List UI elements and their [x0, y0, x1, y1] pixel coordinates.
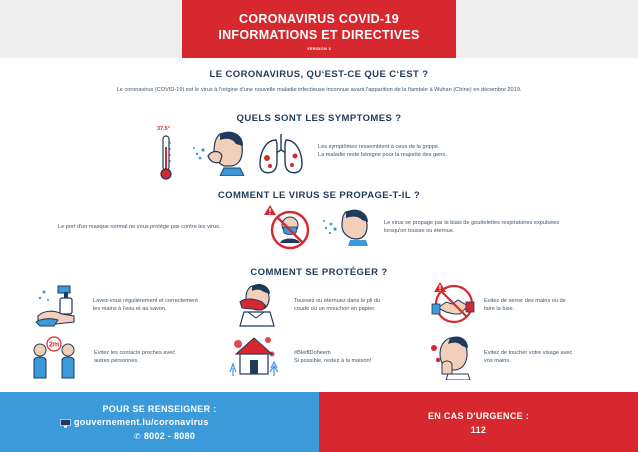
elbow-cough-icon — [236, 282, 278, 328]
spread-text-line1: Le virus se propage par le biais de gouttelettes respiratoires expulsées — [384, 220, 560, 226]
face-text-line2: vos mains. — [484, 358, 511, 364]
distance-icon — [30, 336, 80, 380]
cough-text-line2: coude ou un mouchoir en papier. — [294, 306, 376, 312]
handshake-icon — [430, 282, 476, 328]
distance-text-line1: Evitez les contacts proches avec — [94, 350, 176, 356]
coughing-person-icon — [190, 128, 248, 176]
temperature-label: 37,5° — [157, 126, 170, 132]
sneezing-person-icon — [322, 206, 370, 246]
footer-urgent-panel — [319, 392, 638, 452]
wash-text-line2: les mains à l'eau et au savon. — [93, 306, 167, 312]
house-icon — [228, 332, 280, 378]
cough-text-line1: Toussez ou éternuez dans le pli du — [294, 298, 381, 304]
page-title-line1: CORONAVIRUS COVID-19 — [239, 12, 399, 26]
page-title-line2: INFORMATIONS ET DIRECTIVES — [218, 28, 420, 42]
wash-text-line1: Lavez-vous régulièrement et correctement — [93, 298, 198, 304]
footer-phone-row[interactable] — [0, 431, 319, 441]
phone-icon: ✆ — [133, 432, 141, 441]
home-text-line1: #BleiftDoheem — [294, 350, 331, 356]
header-side-right — [456, 0, 638, 58]
footer-phone[interactable]: 8002 - 8080 — [143, 431, 196, 441]
spread-text-line2: lorsqu'on tousse ou éternue. — [384, 228, 455, 234]
distance-text-line2: autres personnes. — [94, 358, 139, 364]
section-title-what-is: LE CORONAVIRUS, QU‘EST-CE QUE C‘EST ? — [209, 69, 429, 80]
mask-text: Le port d'un masque normal ne vous protège pas contre les virus. — [58, 224, 221, 230]
monitor-icon — [60, 419, 71, 428]
face-text-line1: Evitez de toucher votre visage avec — [484, 350, 573, 356]
what-is-text: Le coronavirus (COVID-19) est le virus à l'origine d'une nouvelle maladie infectieuse inconnue avant l'apparition de la flambée à Wuhan (Chine) en décembre 2019. — [116, 87, 522, 93]
footer-info-title: POUR SE RENSEIGNER : — [102, 404, 217, 414]
footer-url-link[interactable] — [50, 417, 319, 427]
shake-text-line2: faire la bise. — [484, 306, 515, 312]
shake-text-line1: Evitez de serrer des mains ou de — [484, 298, 566, 304]
symptoms-text-line1: Les symptômes ressemblent à ceux de la grippe. — [318, 144, 440, 150]
footer-urgent-title: EN CAS D'URGENCE : — [427, 411, 530, 421]
footer-url[interactable]: gouvernement.lu/coronavirus — [74, 417, 209, 427]
hand-washing-icon — [34, 282, 80, 328]
symptoms-text-line2: La maladie reste bénigne pour la majorité des gens. — [318, 152, 447, 158]
home-text-line2: Si possible, restez à la maison! — [294, 358, 372, 364]
thermometer-icon — [158, 135, 174, 181]
section-title-propagation: COMMENT LE VIRUS SE PROPAGE-T-IL ? — [217, 190, 421, 201]
footer-urgent-number[interactable]: 112 — [470, 425, 487, 435]
touch-face-icon — [428, 334, 474, 380]
no-mask-icon — [262, 203, 314, 251]
lungs-icon — [256, 132, 306, 176]
section-title-protection: COMMENT SE PROTÉGER ? — [250, 267, 388, 278]
version-label: VERSION 3 — [306, 46, 332, 51]
section-title-symptoms: QUELS SONT LES SYMPTOMES ? — [236, 113, 402, 124]
header-side-left — [0, 0, 182, 58]
distance-badge: 2m — [48, 341, 60, 349]
